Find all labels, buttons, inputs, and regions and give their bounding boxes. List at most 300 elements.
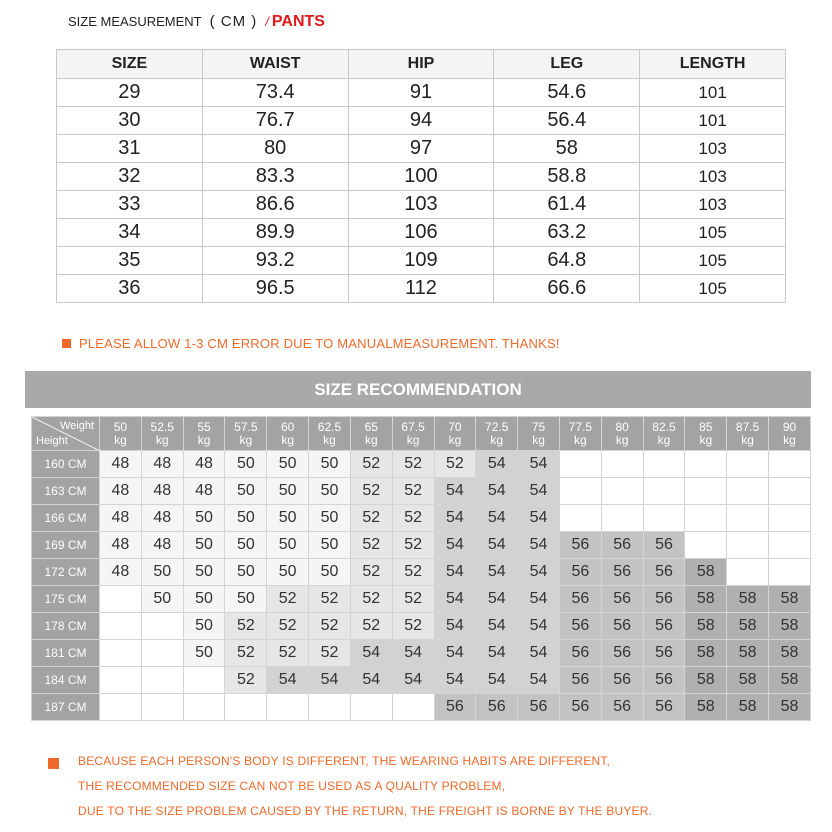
empty-cell bbox=[601, 478, 643, 505]
disclaimer-line-1: BECAUSE EACH PERSON'S BODY IS DIFFERENT, THE WEARING HABITS ARE DIFFERENT, bbox=[78, 754, 611, 768]
size-cell: 58 bbox=[685, 640, 727, 667]
size-cell: 54 bbox=[518, 667, 560, 694]
weight-unit: kg bbox=[490, 432, 504, 447]
size-cell: 48 bbox=[183, 478, 225, 505]
empty-cell bbox=[141, 667, 183, 694]
height-label: 181 CM bbox=[32, 640, 100, 667]
error-note-text: PLEASE ALLOW 1-3 CM ERROR DUE TO MANUALMEASUREMENT. THANKS! bbox=[79, 336, 560, 351]
weight-header-cell bbox=[643, 417, 685, 451]
empty-cell bbox=[769, 559, 811, 586]
weight-value: 80 bbox=[615, 419, 629, 434]
empty-cell bbox=[100, 613, 142, 640]
measurement-cell: 100 bbox=[348, 163, 494, 191]
weight-value: 62.5 bbox=[317, 419, 342, 434]
size-measurement-title bbox=[68, 13, 325, 33]
height-row bbox=[32, 505, 811, 532]
weight-value: 50 bbox=[113, 419, 128, 434]
empty-cell bbox=[141, 694, 183, 721]
measurement-row bbox=[57, 191, 786, 219]
size-cell: 58 bbox=[769, 694, 811, 721]
col-header-waist: WAIST bbox=[202, 50, 348, 79]
size-cell: 48 bbox=[100, 532, 142, 559]
weight-value: 82.5 bbox=[652, 419, 676, 434]
disclaimer-line-3: DUE TO THE SIZE PROBLEM CAUSED BY THE RETURN, THE FREIGHT IS BORNE BY THE BUYER. bbox=[78, 804, 653, 818]
measurement-cell: 96.5 bbox=[202, 275, 348, 303]
size-cell: 54 bbox=[350, 640, 392, 667]
size-cell: 54 bbox=[434, 478, 476, 505]
measurement-cell: 34 bbox=[57, 219, 203, 247]
size-cell: 56 bbox=[601, 559, 643, 586]
size-cell: 56 bbox=[643, 586, 685, 613]
height-label: 175 CM bbox=[32, 586, 100, 613]
title-main: SIZE MEASUREMENT bbox=[68, 14, 202, 29]
size-cell: 58 bbox=[727, 667, 769, 694]
title-unit: ( CM ) bbox=[209, 13, 258, 30]
measurement-cell: 73.4 bbox=[202, 79, 348, 107]
empty-cell bbox=[685, 505, 727, 532]
height-row bbox=[32, 532, 811, 559]
empty-cell bbox=[769, 451, 811, 478]
size-cell: 50 bbox=[267, 451, 309, 478]
empty-cell bbox=[267, 694, 309, 721]
size-cell: 56 bbox=[601, 694, 643, 721]
weight-header-cell bbox=[518, 417, 560, 451]
empty-cell bbox=[601, 505, 643, 532]
height-row bbox=[32, 640, 811, 667]
size-cell: 56 bbox=[559, 640, 601, 667]
size-cell: 52 bbox=[350, 478, 392, 505]
weight-unit: kg bbox=[532, 432, 545, 447]
measurement-cell: 106 bbox=[348, 219, 494, 247]
height-row bbox=[32, 559, 811, 586]
height-label: 172 CM bbox=[32, 559, 100, 586]
empty-cell bbox=[727, 478, 769, 505]
size-cell: 50 bbox=[225, 451, 267, 478]
disclaimer-line-2: THE RECOMMENDED SIZE CAN NOT BE USED AS A QUALITY PROBLEM, bbox=[78, 779, 506, 793]
weight-header-cell bbox=[434, 417, 476, 451]
weight-header-cell bbox=[476, 417, 518, 451]
weight-unit: kg bbox=[615, 432, 629, 447]
weight-value: 87.5 bbox=[735, 419, 760, 434]
size-cell: 50 bbox=[141, 586, 183, 613]
measurement-cell: 109 bbox=[348, 247, 494, 275]
weight-unit: kg bbox=[699, 432, 713, 447]
size-cell: 50 bbox=[183, 559, 225, 586]
weight-value: 67.5 bbox=[401, 419, 425, 434]
empty-cell bbox=[727, 532, 769, 559]
measurement-cell: 112 bbox=[348, 275, 494, 303]
height-label: 163 CM bbox=[32, 478, 100, 505]
size-cell: 52 bbox=[225, 667, 267, 694]
measurement-cell: 105 bbox=[640, 275, 786, 303]
weight-header-cell bbox=[309, 417, 351, 451]
size-cell: 54 bbox=[518, 451, 560, 478]
size-cell: 54 bbox=[434, 613, 476, 640]
size-cell: 52 bbox=[392, 532, 434, 559]
title-slash: / bbox=[265, 14, 269, 29]
size-cell: 50 bbox=[183, 532, 225, 559]
size-cell: 54 bbox=[267, 667, 309, 694]
size-cell: 54 bbox=[434, 532, 476, 559]
col-header-size: SIZE bbox=[57, 50, 203, 79]
weight-unit: kg bbox=[323, 432, 336, 447]
size-cell: 54 bbox=[476, 478, 518, 505]
size-cell: 52 bbox=[350, 559, 392, 586]
empty-cell bbox=[727, 505, 769, 532]
size-cell: 56 bbox=[559, 613, 601, 640]
height-row bbox=[32, 694, 811, 721]
size-cell: 58 bbox=[685, 613, 727, 640]
measurement-cell: 61.4 bbox=[494, 191, 640, 219]
corner-weight-label: Weight bbox=[59, 420, 94, 432]
empty-cell bbox=[100, 694, 142, 721]
size-cell: 58 bbox=[769, 667, 811, 694]
size-cell: 50 bbox=[267, 478, 309, 505]
size-cell: 50 bbox=[225, 478, 267, 505]
empty-cell bbox=[643, 478, 685, 505]
size-cell: 50 bbox=[225, 532, 267, 559]
empty-cell bbox=[559, 505, 601, 532]
size-cell: 50 bbox=[141, 559, 183, 586]
measurement-table bbox=[56, 49, 786, 303]
size-cell: 58 bbox=[769, 613, 811, 640]
size-cell: 54 bbox=[392, 667, 434, 694]
empty-cell bbox=[685, 478, 727, 505]
size-cell: 52 bbox=[350, 586, 392, 613]
size-cell: 54 bbox=[476, 451, 518, 478]
empty-cell bbox=[141, 640, 183, 667]
weight-unit: kg bbox=[448, 432, 462, 447]
size-cell: 54 bbox=[476, 613, 518, 640]
height-row bbox=[32, 478, 811, 505]
height-label: 184 CM bbox=[32, 667, 100, 694]
size-cell: 54 bbox=[518, 640, 560, 667]
size-cell: 50 bbox=[267, 505, 309, 532]
size-cell: 58 bbox=[727, 613, 769, 640]
error-note bbox=[62, 336, 560, 351]
empty-cell bbox=[727, 451, 769, 478]
size-cell: 54 bbox=[434, 640, 476, 667]
bullet-square-icon bbox=[48, 758, 59, 769]
size-cell: 50 bbox=[183, 640, 225, 667]
empty-cell bbox=[183, 667, 225, 694]
height-row bbox=[32, 586, 811, 613]
size-cell: 56 bbox=[559, 667, 601, 694]
empty-cell bbox=[183, 694, 225, 721]
size-cell: 58 bbox=[685, 667, 727, 694]
measurement-cell: 103 bbox=[640, 191, 786, 219]
size-cell: 52 bbox=[392, 559, 434, 586]
weight-value: 85 bbox=[699, 419, 713, 434]
weight-unit: kg bbox=[197, 432, 211, 447]
height-label: 178 CM bbox=[32, 613, 100, 640]
measurement-header-row bbox=[57, 50, 786, 79]
measurement-cell: 105 bbox=[640, 219, 786, 247]
measurement-row bbox=[57, 107, 786, 135]
empty-cell bbox=[685, 532, 727, 559]
size-cell: 52 bbox=[434, 451, 476, 478]
size-cell: 50 bbox=[267, 559, 309, 586]
size-cell: 58 bbox=[727, 586, 769, 613]
size-cell: 54 bbox=[476, 559, 518, 586]
measurement-row bbox=[57, 163, 786, 191]
size-cell: 52 bbox=[309, 586, 351, 613]
size-cell: 54 bbox=[434, 667, 476, 694]
measurement-cell: 83.3 bbox=[202, 163, 348, 191]
size-cell: 56 bbox=[518, 694, 560, 721]
size-cell: 58 bbox=[727, 694, 769, 721]
measurement-cell: 64.8 bbox=[494, 247, 640, 275]
weight-unit: kg bbox=[114, 432, 127, 447]
weight-value: 72.5 bbox=[485, 419, 509, 434]
measurement-cell: 97 bbox=[348, 135, 494, 163]
size-cell: 50 bbox=[183, 505, 225, 532]
measurement-cell: 54.6 bbox=[494, 79, 640, 107]
size-cell: 52 bbox=[392, 478, 434, 505]
size-cell: 58 bbox=[685, 586, 727, 613]
weight-unit: kg bbox=[741, 432, 754, 447]
measurement-cell: 103 bbox=[640, 135, 786, 163]
weight-header-cell bbox=[685, 417, 727, 451]
size-cell: 56 bbox=[643, 694, 685, 721]
weight-value: 75 bbox=[531, 419, 546, 434]
bullet-square-icon bbox=[62, 339, 71, 348]
height-row bbox=[32, 667, 811, 694]
col-header-length: LENGTH bbox=[640, 50, 786, 79]
size-cell: 50 bbox=[225, 559, 267, 586]
size-cell: 52 bbox=[392, 586, 434, 613]
weight-header-cell bbox=[769, 417, 811, 451]
weight-value: 55 bbox=[197, 419, 211, 434]
empty-cell bbox=[769, 478, 811, 505]
size-cell: 56 bbox=[476, 694, 518, 721]
size-cell: 50 bbox=[309, 532, 351, 559]
size-cell: 48 bbox=[141, 451, 183, 478]
measurement-cell: 80 bbox=[202, 135, 348, 163]
weight-value: 65 bbox=[364, 419, 378, 434]
size-cell: 56 bbox=[559, 586, 601, 613]
weight-unit: kg bbox=[657, 432, 671, 447]
size-cell: 48 bbox=[100, 451, 142, 478]
size-cell: 56 bbox=[559, 532, 601, 559]
size-cell: 52 bbox=[350, 451, 392, 478]
weight-unit: kg bbox=[783, 432, 796, 447]
size-cell: 50 bbox=[267, 532, 309, 559]
corner-cell bbox=[32, 417, 100, 451]
size-recommendation-table bbox=[31, 416, 811, 721]
empty-cell bbox=[769, 532, 811, 559]
empty-cell bbox=[141, 613, 183, 640]
weight-value: 57.5 bbox=[234, 419, 258, 434]
weight-header-cell bbox=[225, 417, 267, 451]
size-cell: 58 bbox=[685, 559, 727, 586]
size-cell: 56 bbox=[434, 694, 476, 721]
height-label: 187 CM bbox=[32, 694, 100, 721]
measurement-row bbox=[57, 275, 786, 303]
size-cell: 52 bbox=[392, 505, 434, 532]
size-cell: 52 bbox=[350, 532, 392, 559]
measurement-cell: 33 bbox=[57, 191, 203, 219]
weight-header-cell bbox=[350, 417, 392, 451]
weight-header-cell bbox=[100, 417, 142, 451]
size-cell: 52 bbox=[267, 613, 309, 640]
height-label: 166 CM bbox=[32, 505, 100, 532]
empty-cell bbox=[309, 694, 351, 721]
size-cell: 48 bbox=[100, 559, 142, 586]
size-cell: 56 bbox=[601, 586, 643, 613]
size-cell: 56 bbox=[643, 640, 685, 667]
size-cell: 56 bbox=[643, 559, 685, 586]
measurement-cell: 101 bbox=[640, 79, 786, 107]
measurement-row bbox=[57, 79, 786, 107]
size-cell: 50 bbox=[309, 559, 351, 586]
empty-cell bbox=[225, 694, 267, 721]
size-cell: 52 bbox=[309, 613, 351, 640]
size-cell: 52 bbox=[267, 586, 309, 613]
size-cell: 56 bbox=[601, 532, 643, 559]
size-cell: 58 bbox=[769, 586, 811, 613]
height-row bbox=[32, 613, 811, 640]
measurement-cell: 94 bbox=[348, 107, 494, 135]
size-cell: 54 bbox=[476, 505, 518, 532]
measurement-cell: 86.6 bbox=[202, 191, 348, 219]
weight-header-cell bbox=[267, 417, 309, 451]
size-cell: 54 bbox=[392, 640, 434, 667]
size-cell: 56 bbox=[643, 532, 685, 559]
size-cell: 52 bbox=[350, 505, 392, 532]
measurement-cell: 66.6 bbox=[494, 275, 640, 303]
size-cell: 54 bbox=[476, 667, 518, 694]
measurement-cell: 58.8 bbox=[494, 163, 640, 191]
weight-header-cell bbox=[727, 417, 769, 451]
size-cell: 54 bbox=[518, 505, 560, 532]
size-cell: 48 bbox=[100, 478, 142, 505]
corner-height-label: Height bbox=[36, 435, 68, 447]
measurement-cell: 105 bbox=[640, 247, 786, 275]
measurement-cell: 101 bbox=[640, 107, 786, 135]
size-cell: 54 bbox=[476, 640, 518, 667]
weight-unit: kg bbox=[239, 432, 253, 447]
size-cell: 54 bbox=[518, 613, 560, 640]
col-header-leg: LEG bbox=[494, 50, 640, 79]
empty-cell bbox=[100, 667, 142, 694]
empty-cell bbox=[392, 694, 434, 721]
size-cell: 54 bbox=[434, 505, 476, 532]
empty-cell bbox=[685, 451, 727, 478]
size-cell: 54 bbox=[309, 667, 351, 694]
size-cell: 52 bbox=[350, 613, 392, 640]
size-recommendation-banner: SIZE RECOMMENDATION bbox=[25, 371, 811, 408]
empty-cell bbox=[601, 451, 643, 478]
size-cell: 48 bbox=[100, 505, 142, 532]
weight-unit: kg bbox=[364, 432, 378, 447]
weight-header-row bbox=[32, 417, 811, 451]
title-category: PANTS bbox=[271, 13, 325, 30]
height-label: 160 CM bbox=[32, 451, 100, 478]
measurement-cell: 30 bbox=[57, 107, 203, 135]
measurement-cell: 32 bbox=[57, 163, 203, 191]
size-cell: 52 bbox=[392, 613, 434, 640]
measurement-cell: 91 bbox=[348, 79, 494, 107]
size-cell: 54 bbox=[434, 586, 476, 613]
height-label: 169 CM bbox=[32, 532, 100, 559]
size-cell: 54 bbox=[518, 586, 560, 613]
weight-value: 52.5 bbox=[150, 419, 174, 434]
size-cell: 50 bbox=[309, 478, 351, 505]
weight-header-cell bbox=[183, 417, 225, 451]
empty-cell bbox=[100, 586, 142, 613]
measurement-cell: 29 bbox=[57, 79, 203, 107]
size-cell: 56 bbox=[559, 694, 601, 721]
measurement-cell: 56.4 bbox=[494, 107, 640, 135]
size-cell: 54 bbox=[518, 478, 560, 505]
empty-cell bbox=[559, 451, 601, 478]
size-cell: 52 bbox=[309, 640, 351, 667]
size-cell: 56 bbox=[601, 613, 643, 640]
empty-cell bbox=[559, 478, 601, 505]
measurement-row bbox=[57, 135, 786, 163]
measurement-cell: 103 bbox=[640, 163, 786, 191]
measurement-cell: 35 bbox=[57, 247, 203, 275]
size-cell: 54 bbox=[434, 559, 476, 586]
measurement-cell: 93.2 bbox=[202, 247, 348, 275]
height-row bbox=[32, 451, 811, 478]
size-cell: 56 bbox=[601, 640, 643, 667]
size-cell: 48 bbox=[183, 451, 225, 478]
weight-unit: kg bbox=[155, 432, 169, 447]
measurement-cell: 76.7 bbox=[202, 107, 348, 135]
weight-header-cell bbox=[392, 417, 434, 451]
size-cell: 48 bbox=[141, 478, 183, 505]
size-cell: 50 bbox=[225, 586, 267, 613]
weight-unit: kg bbox=[574, 432, 587, 447]
size-cell: 50 bbox=[183, 586, 225, 613]
empty-cell bbox=[643, 505, 685, 532]
size-cell: 50 bbox=[309, 505, 351, 532]
measurement-row bbox=[57, 219, 786, 247]
size-cell: 50 bbox=[183, 613, 225, 640]
size-cell: 52 bbox=[225, 613, 267, 640]
empty-cell bbox=[643, 451, 685, 478]
size-cell: 56 bbox=[643, 667, 685, 694]
col-header-hip: HIP bbox=[348, 50, 494, 79]
size-cell: 52 bbox=[392, 451, 434, 478]
empty-cell bbox=[769, 505, 811, 532]
measurement-cell: 103 bbox=[348, 191, 494, 219]
weight-value: 77.5 bbox=[568, 419, 593, 434]
weight-header-cell bbox=[141, 417, 183, 451]
weight-value: 90 bbox=[782, 419, 797, 434]
size-cell: 58 bbox=[685, 694, 727, 721]
size-cell: 54 bbox=[350, 667, 392, 694]
empty-cell bbox=[727, 559, 769, 586]
measurement-cell: 89.9 bbox=[202, 219, 348, 247]
size-cell: 48 bbox=[141, 505, 183, 532]
weight-value: 60 bbox=[280, 419, 295, 434]
weight-value: 70 bbox=[448, 419, 462, 434]
size-cell: 56 bbox=[601, 667, 643, 694]
weight-unit: kg bbox=[406, 432, 420, 447]
size-cell: 54 bbox=[476, 586, 518, 613]
size-cell: 58 bbox=[727, 640, 769, 667]
measurement-row bbox=[57, 247, 786, 275]
weight-header-cell bbox=[559, 417, 601, 451]
measurement-cell: 63.2 bbox=[494, 219, 640, 247]
size-cell: 54 bbox=[518, 559, 560, 586]
size-cell: 50 bbox=[309, 451, 351, 478]
measurement-cell: 58 bbox=[494, 135, 640, 163]
empty-cell bbox=[350, 694, 392, 721]
